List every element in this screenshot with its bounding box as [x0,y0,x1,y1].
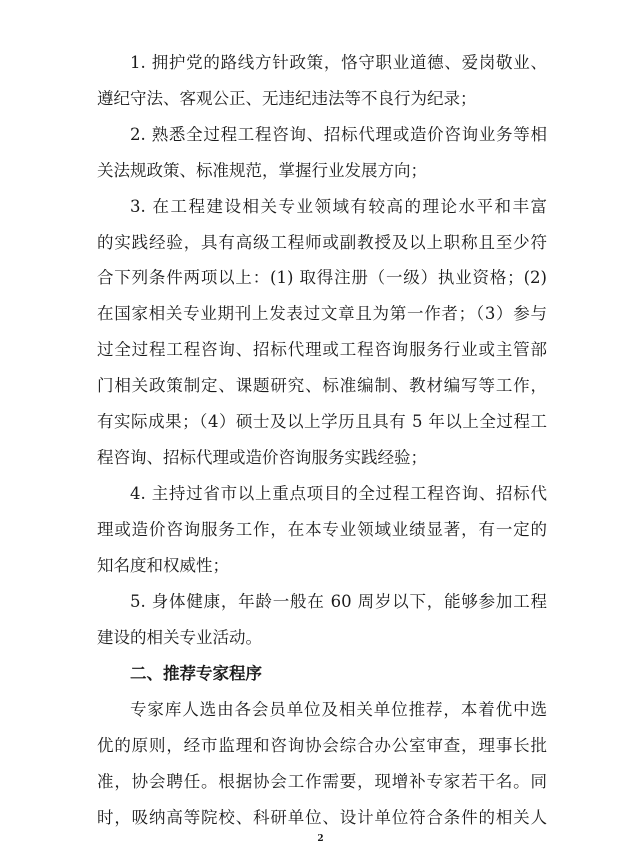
procedure-line-2: 优的原则，经市监理和咨询协会综合办公室审查，理事长批 [97,736,547,755]
req-4-line-3: 知名度和权威性； [97,556,229,575]
req-3-line-6: 门相关政策制定、课题研究、标准编制、教材编写等工作， [97,376,547,395]
procedure-line-4: 时，吸纳高等院校、科研单位、设计单位符合条件的相关人 [97,808,547,827]
req-3-line-7: 有实际成果；（4）硕士及以上学历且具有 5 年以上全过程工 [97,412,547,431]
req-5-line-2: 建设的相关专业活动。 [97,628,262,647]
req-4-line-2: 理或造价咨询服务工作，在本专业领域业绩显著，有一定的 [97,520,547,539]
procedure-line-3: 准，协会聘任。根据协会工作需要，现增补专家若干名。同 [97,772,547,791]
req-3-line-8: 程咨询、招标代理或造价咨询服务实践经验； [97,448,427,467]
req-1-line-2: 遵纪守法、客观公正、无违纪违法等不良行为纪录； [97,89,477,108]
req-3-line-5: 过全过程工程咨询、招标代理或工程咨询服务行业或主管部 [97,340,547,359]
req-2-line-1: 2. 熟悉全过程工程咨询、招标代理或造价咨询业务等相 [130,125,547,144]
req-1-line-1: 1. 拥护党的路线方针政策，恪守职业道德、爱岗敬业、 [130,53,547,72]
req-3-line-2: 的实践经验，具有高级工程师或副教授及以上职称且至少符 [97,233,547,252]
req-4-line-1: 4. 主持过省市以上重点项目的全过程工程咨询、招标代 [130,484,547,503]
section-heading: 二、推荐专家程序 [130,664,262,683]
req-3-line-3: 合下列条件两项以上：(1) 取得注册（一级）执业资格；(2) [97,268,547,287]
procedure-line-1: 专家库人选由各会员单位及相关单位推荐，本着优中选 [130,700,547,719]
req-2-line-2: 关法规政策、标准规范，掌握行业发展方向； [97,161,427,180]
req-5-line-1: 5. 身体健康，年龄一般在 60 周岁以下，能够参加工程 [130,592,547,611]
page-number: 2 [317,834,324,844]
req-3-line-4: 在国家相关专业期刊上发表过文章且为第一作者；（3）参与 [97,304,547,323]
req-3-line-1: 3. 在工程建设相关专业领域有较高的理论水平和丰富 [130,197,547,216]
